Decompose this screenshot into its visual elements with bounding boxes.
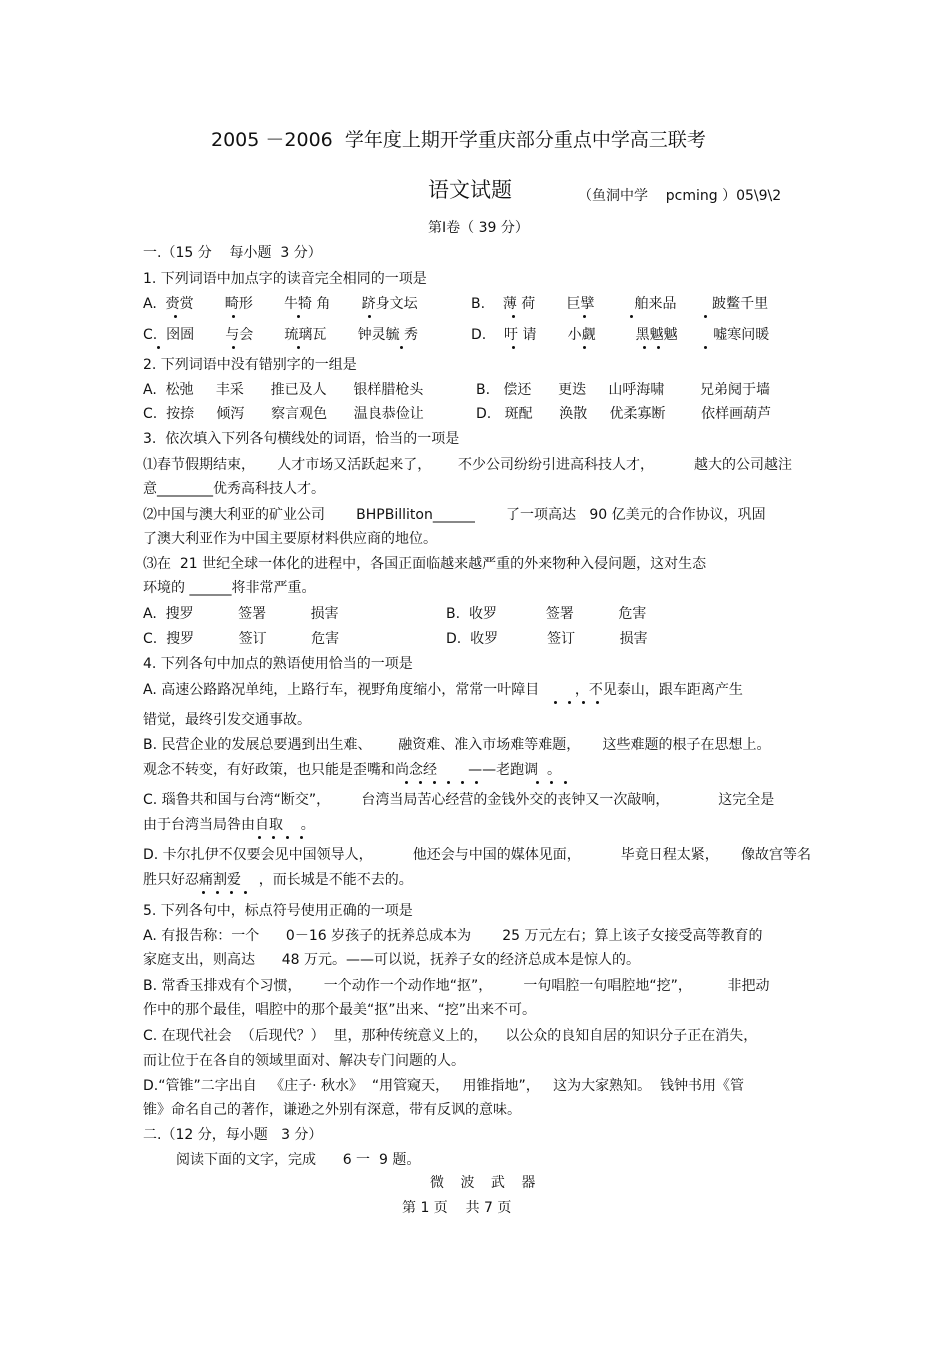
author-note: （鱼洞中学 pcming ）05\9\2: [578, 188, 782, 204]
text-line: D. 吁 请 小觑 黑魆魆 嘘寒问暖: [471, 327, 770, 343]
exam-title: 2005 －2006 学年度上期开学重庆部分重点中学高三联考: [211, 129, 706, 151]
text-line: 5. 下列各句中，标点符号使用正确的一项是: [143, 903, 413, 919]
text-line: C. 瑙鲁共和国与台湾“断交”， 台湾当局苦心经营的金钱外交的丧钟又一次敲响， 这完全是: [143, 792, 775, 808]
text-line: B. 收罗 签署 危害: [446, 606, 647, 622]
text-line: 作中的那个最佳，唱腔中的那个最美“抠”出来、“挖”出来不可。: [143, 1002, 537, 1018]
text-line: 二.（12 分，每小题 3 分）: [143, 1127, 323, 1143]
page-number: 第 1 页 共 7 页: [402, 1200, 512, 1216]
text-line: A. 高速公路路况单纯，上路行车，视野角度缩小，常常一叶障目 ，不见泰山，跟车距离产生: [143, 682, 743, 698]
text-line: B. 薄 荷 巨擘 舶来品 跛鳖千里: [471, 296, 769, 312]
text-line: 而让位于在各自的领域里面对、解决专门问题的人。: [143, 1053, 465, 1069]
text-line: 了澳大利亚作为中国主要原材料供应商的地位。: [143, 531, 437, 547]
article-title: 微 波 武 器: [430, 1175, 542, 1191]
text-line: 家庭支出，则高达 48 万元。——可以说，抚养子女的经济总成本是惊人的。: [143, 952, 640, 968]
text-line: 3. 依次填入下列各句横线处的词语，恰当的一项是: [143, 431, 460, 447]
text-line: D. 卡尔扎伊不仅要会见中国领导人， 他还会与中国的媒体见面， 毕竟日程太紧， 像故宫等名: [143, 847, 812, 863]
text-line: 错觉，最终引发交通事故。: [143, 712, 311, 728]
text-line: 4. 下列各句中加点的熟语使用恰当的一项是: [143, 656, 413, 672]
text-line: ⑴春节假期结束， 人才市场又活跃起来了， 不少公司纷纷引进高科技人才， 越大的公司越注: [143, 457, 793, 473]
text-line: C. 在现代社会 （后现代？） 里，那种传统意义上的， 以公众的良知自居的知识分子正在消失，: [143, 1028, 758, 1044]
text-line: 胜只好忍痛割爱 ，而长城是不能不去的。: [143, 872, 413, 888]
text-line: D. 斑配 涣散 优柔寡断 依样画葫芦: [476, 406, 772, 422]
text-line: 阅读下面的文字，完成 6 一 9 题。: [176, 1152, 421, 1168]
text-line: A. 赍赏 畸形 牛犄 角 跻身文坛: [143, 296, 418, 312]
text-line: D.“管锥”二字出自 《庄子· 秋水》 “用管窥天， 用锥指地”， 这为大家熟知。 钱钟书用《管: [143, 1078, 744, 1094]
text-line: B. 偿还 更迭 山呼海啸 兄弟阋于墙: [476, 382, 770, 398]
text-line: 意________优秀高科技人才。: [143, 481, 325, 497]
text-line: ⑶在 21 世纪全球一体化的进程中，各国正面临越来越严重的外来物种入侵问题，这对生态: [143, 556, 707, 572]
subject-title: 语文试题: [428, 178, 512, 202]
text-line: B. 常香玉排戏有个习惯， 一个动作一个动作地“抠”， 一句唱腔一句唱腔地“挖”， 非把动: [143, 978, 770, 994]
text-line: C. 搜罗 签订 危害: [143, 631, 340, 647]
text-line: 一.（15 分 每小题 3 分）: [143, 245, 322, 261]
text-line: A. 搜罗 签署 损害: [143, 606, 339, 622]
text-line: 锥》命名自己的著作，谦逊之外别有深意，带有反讽的意味。: [143, 1102, 521, 1118]
text-line: A. 松弛 丰采 推已及人 银样腊枪头: [143, 382, 424, 398]
text-line: C. 按捺 倾泻 察言观色 温良恭俭让: [143, 406, 424, 422]
text-line: A. 有报告称：一个 0－16 岁孩子的抚养总成本为 25 万元左右；算上该子女接受高等教育的: [143, 928, 763, 944]
volume-heading: 第Ⅰ卷（ 39 分）: [428, 220, 529, 236]
text-line: 由于台湾当局咎由自取 。: [143, 817, 315, 833]
text-line: 环境的 ______将非常严重。: [143, 580, 316, 596]
text-line: C. 囹圄 与会 琉璃瓦 钟灵毓 秀: [143, 327, 419, 343]
text-line: 1. 下列词语中加点字的读音完全相同的一项是: [143, 271, 427, 287]
text-line: B. 民营企业的发展总要遇到出生难、 融资难、准入市场难等难题， 这些难题的根子在思想上。: [143, 737, 771, 753]
text-line: ⑵中国与澳大利亚的矿业公司 BHPBilliton______ 了一项高达 90 亿美元的合作协议，巩固: [143, 507, 766, 523]
text-line: 2. 下列词语中没有错别字的一组是: [143, 357, 357, 373]
text-line: 观念不转变，有好政策，也只能是歪嘴和尚念经 ——老跑调 。: [143, 762, 562, 778]
text-line: D. 收罗 签订 损害: [446, 631, 648, 647]
